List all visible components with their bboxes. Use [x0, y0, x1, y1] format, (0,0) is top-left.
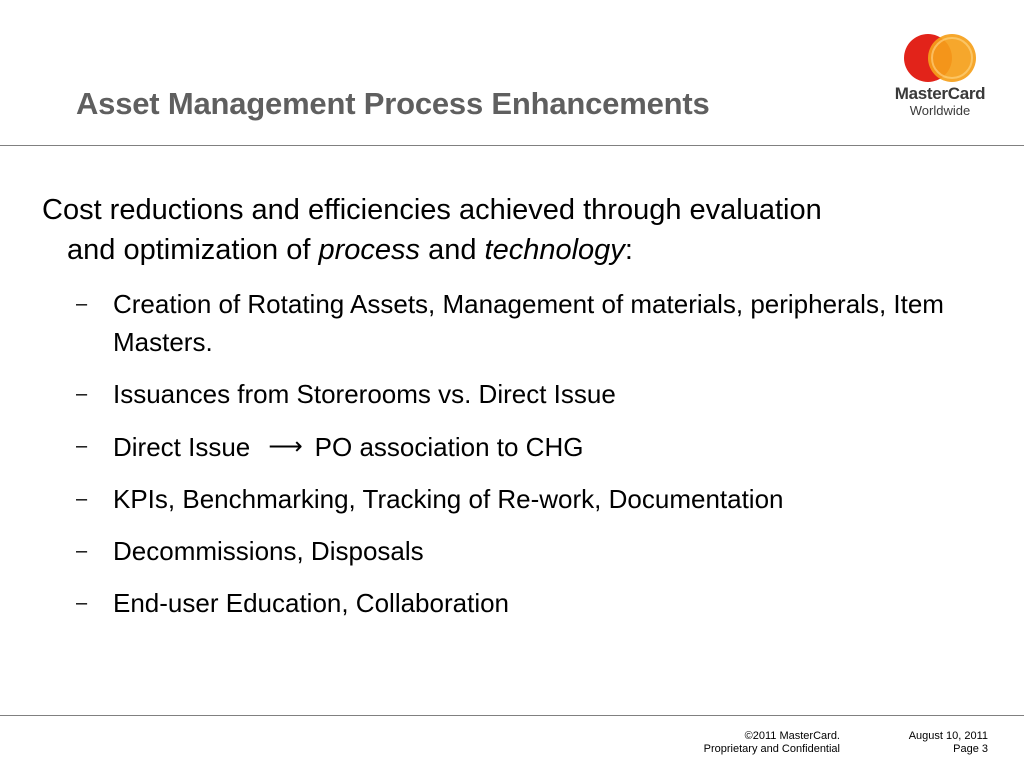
bullet-list — [76, 285, 956, 622]
bullet-text: KPIs, Benchmarking, Tracking of Re-work, Documentation — [113, 484, 784, 514]
list-item — [76, 480, 956, 518]
footer-divider — [0, 715, 1024, 716]
footer-page: Page 3 — [953, 743, 988, 755]
footer-meta — [880, 730, 988, 756]
bullet-text: Creation of Rotating Assets, Management of materials, peripherals, Item Masters. — [113, 289, 944, 357]
list-item — [76, 584, 956, 622]
bullet-dash: – — [76, 540, 88, 562]
lead-line2-prefix: and optimization of — [67, 234, 319, 266]
list-item — [76, 375, 956, 413]
list-item — [76, 427, 956, 466]
bullet-text: End-user Education, Collaboration — [113, 588, 510, 618]
bullet-dash: – — [76, 435, 88, 457]
footer-date: August 10, 2011 — [908, 730, 988, 742]
list-item — [76, 285, 956, 361]
lead-technology: technology — [484, 234, 625, 266]
bullet-dash: – — [76, 592, 88, 614]
bullet-text-left: Direct Issue — [113, 432, 251, 462]
bullet-text-right: PO association to CHG — [314, 432, 584, 462]
bullet-text: Issuances from Storerooms vs. Direct Issue — [113, 379, 616, 409]
mastercard-logo — [888, 32, 992, 122]
lead-paragraph — [42, 190, 992, 270]
bullet-dash: – — [76, 293, 88, 315]
logo-brand: MasterCard — [894, 84, 986, 103]
lead-and: and — [420, 234, 485, 266]
bullet-dash: – — [76, 488, 88, 510]
bullet-dash: – — [76, 383, 88, 405]
footer-legal — [690, 730, 840, 756]
lead-line2 — [42, 230, 992, 270]
list-item — [76, 532, 956, 570]
lead-process: process — [318, 234, 421, 266]
bullet-text: Decommissions, Disposals — [113, 536, 424, 566]
slide-title: Asset Management Process Enhancements — [76, 86, 710, 121]
right-arrow-icon: ⟶ — [268, 432, 303, 460]
footer-confidential: Proprietary and Confidential — [703, 743, 840, 755]
mastercard-circles-icon — [902, 32, 978, 84]
logo-sub: Worldwide — [909, 103, 971, 118]
header-divider — [0, 145, 1024, 146]
lead-line1: Cost reductions and efficiencies achieved through evaluation — [42, 194, 822, 226]
footer-copyright: ©2011 MasterCard. — [744, 730, 840, 742]
lead-colon: : — [624, 234, 633, 266]
